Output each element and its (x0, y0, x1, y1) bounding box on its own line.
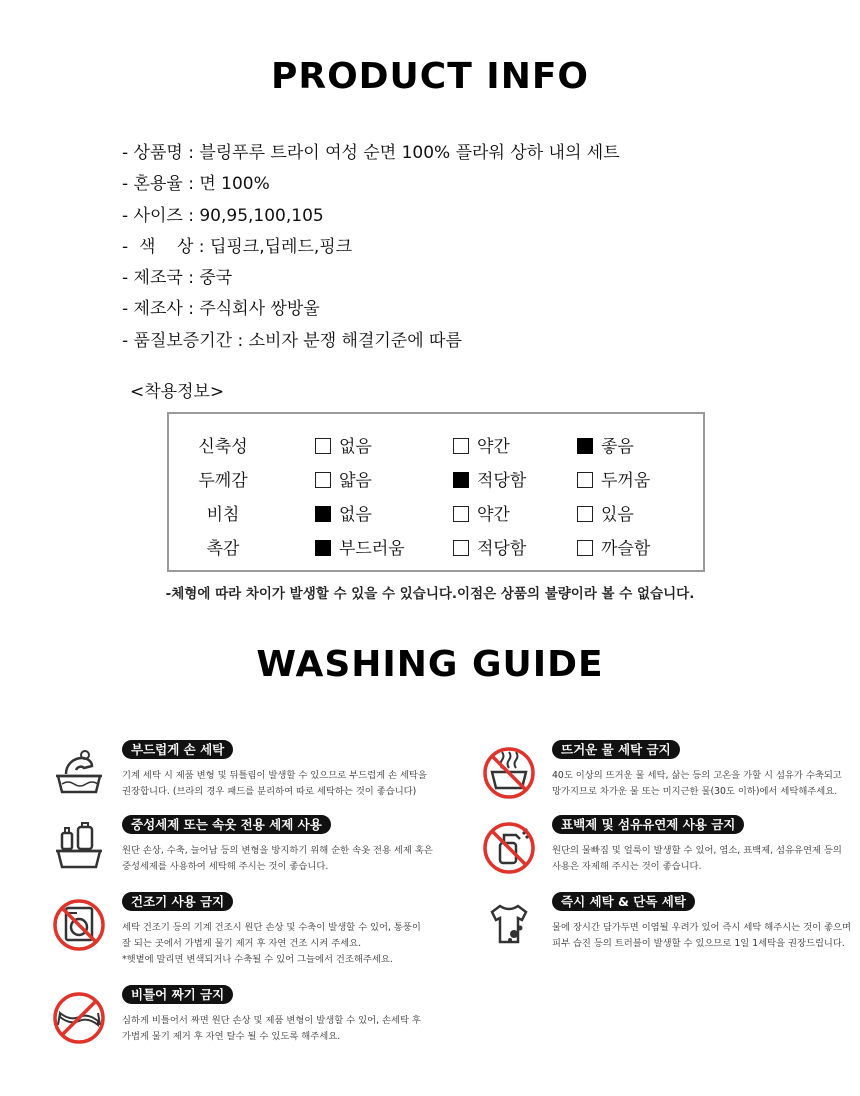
wash-item-title: 비틀어 짜기 금지 (122, 985, 233, 1004)
no-bleach-icon (482, 821, 536, 875)
checkbox (453, 438, 469, 454)
fit-row-sheerness (169, 496, 703, 526)
info-row-material: - 혼용율 : 면 100% (122, 174, 270, 195)
info-row-name: - 상품명 : 블링푸루 트라이 여성 순면 100% 플라워 상하 내의 세트 (122, 143, 620, 163)
wash-item-desc: 기계 세탁 시 제품 변형 및 뒤틀림이 발생할 수 있으므로 부드럽게 손 세탁을 권장합니다. (브라의 경우 패드를 분리하여 따로 세탁하는 것이 좋습니다) (122, 770, 427, 797)
fit-option: 없음 (315, 500, 372, 525)
fit-option: 있음 (577, 500, 634, 525)
checkbox (315, 438, 331, 454)
info-row-manufacturer: - 제조사 : 주식회사 쌍방울 (122, 299, 320, 320)
checkbox (577, 540, 593, 556)
wash-item-desc: 40도 이상의 뜨거운 물 세탁, 삶는 등의 고온을 가할 시 섬유가 수축되고 망가지므로 차가운 물 또는 미지근한 물(30도 이하)에서 세탁해주세요. (552, 770, 842, 797)
checkbox (453, 506, 469, 522)
info-row-warranty: - 품질보증기간 : 소비자 분쟁 해결기준에 따름 (122, 330, 462, 351)
fit-row-thickness (169, 462, 703, 492)
wash-item-title: 즉시 세탁 & 단독 세탁 (552, 892, 695, 911)
wash-item-desc: 원단의 물빠짐 및 얼룩이 발생할 수 있어, 염소, 표백제, 섬유유연제 등의 사용은 자제해 주시는 것이 좋습니다. (552, 845, 842, 872)
checkbox (577, 472, 593, 488)
wash-item-title: 중성세제 또는 속옷 전용 세제 사용 (122, 815, 331, 834)
fit-row-label: 비침 (206, 505, 240, 525)
no-hot-water-icon (482, 746, 536, 800)
fit-info-table (167, 412, 705, 572)
fit-option: 얇음 (315, 466, 372, 491)
fit-option: 약간 (453, 500, 510, 525)
wash-item-desc: 물에 장시간 담가두면 이염될 우려가 있어 즉시 세탁 해주시는 것이 좋으며 피부 습진 등의 트러블이 발생할 수 있으므로 1일 1세탁을 권장드립니다. (552, 922, 851, 949)
no-dryer-icon (52, 898, 106, 952)
fit-option: 적당함 (453, 466, 526, 491)
checkbox (577, 438, 593, 454)
wash-item-title: 부드럽게 손 세탁 (122, 740, 233, 759)
fit-row-label: 두께감 (198, 471, 248, 491)
neutral-detergent-icon (52, 821, 106, 875)
product-info-title: PRODUCT INFO (270, 56, 590, 97)
checkbox (453, 472, 469, 488)
checkbox (315, 472, 331, 488)
checkbox (577, 506, 593, 522)
checkbox (453, 540, 469, 556)
fit-option: 까슬함 (577, 534, 650, 559)
info-row-size: - 사이즈 : 90,95,100,105 (122, 205, 324, 226)
fit-note: -체형에 따라 차이가 발생할 수 있을 수 있습니다.이점은 상품의 불량이라 볼 수 없습니다. (165, 586, 695, 602)
fit-row-label: 촉감 (206, 539, 240, 559)
fit-option: 좋음 (577, 432, 634, 457)
wash-item-title: 표백제 및 섬유유연제 사용 금지 (552, 815, 744, 834)
fit-option: 적당함 (453, 534, 526, 559)
washing-guide-title: WASHING GUIDE (256, 644, 604, 685)
info-row-color: - 색 상 : 딥핑크,딥레드,핑크 (122, 236, 353, 257)
fit-row-texture (169, 530, 703, 560)
wash-item-title: 건조기 사용 금지 (122, 892, 233, 911)
wash-item-desc: 원단 손상, 수축, 늘어남 등의 변형을 방지하기 위해 순한 속옷 전용 세제 혹은 중성세제를 사용하여 세탁해 주시는 것이 좋습니다. (122, 845, 433, 872)
checkbox (315, 506, 331, 522)
no-wring-icon (52, 991, 106, 1045)
wash-item-title: 뜨거운 물 세탁 금지 (552, 740, 680, 759)
hand-wash-icon (52, 746, 106, 800)
checkbox (315, 540, 331, 556)
fit-info-title: <착용정보> (130, 382, 225, 402)
fit-option: 부드러움 (315, 534, 405, 559)
fit-option: 없음 (315, 432, 372, 457)
fit-option: 두꺼움 (577, 466, 650, 491)
wash-separately-icon (482, 898, 536, 952)
wash-item-desc: 심하게 비틀어서 짜면 원단 손상 및 제품 변형이 발생할 수 있어, 손세탁 후 가볍게 물기 제거 후 자연 탈수 될 수 있도록 해주세요. (122, 1015, 421, 1042)
info-row-country: - 제조국 : 중국 (122, 268, 233, 289)
fit-row-label: 신축성 (198, 437, 248, 457)
fit-option: 약간 (453, 432, 510, 457)
fit-row-stretch (169, 428, 703, 458)
product-info-list (122, 138, 620, 357)
wash-item-desc: 세탁 건조기 등의 기계 건조시 원단 손상 및 수축이 발생할 수 있어, 통풍이 잘 되는 곳에서 가볍게 물기 제거 후 자연 건조 시켜 주세요. *햇볕에 말리면 변색되거나 수축될 수 있어 그늘에서 건조해주세요. (122, 922, 421, 965)
